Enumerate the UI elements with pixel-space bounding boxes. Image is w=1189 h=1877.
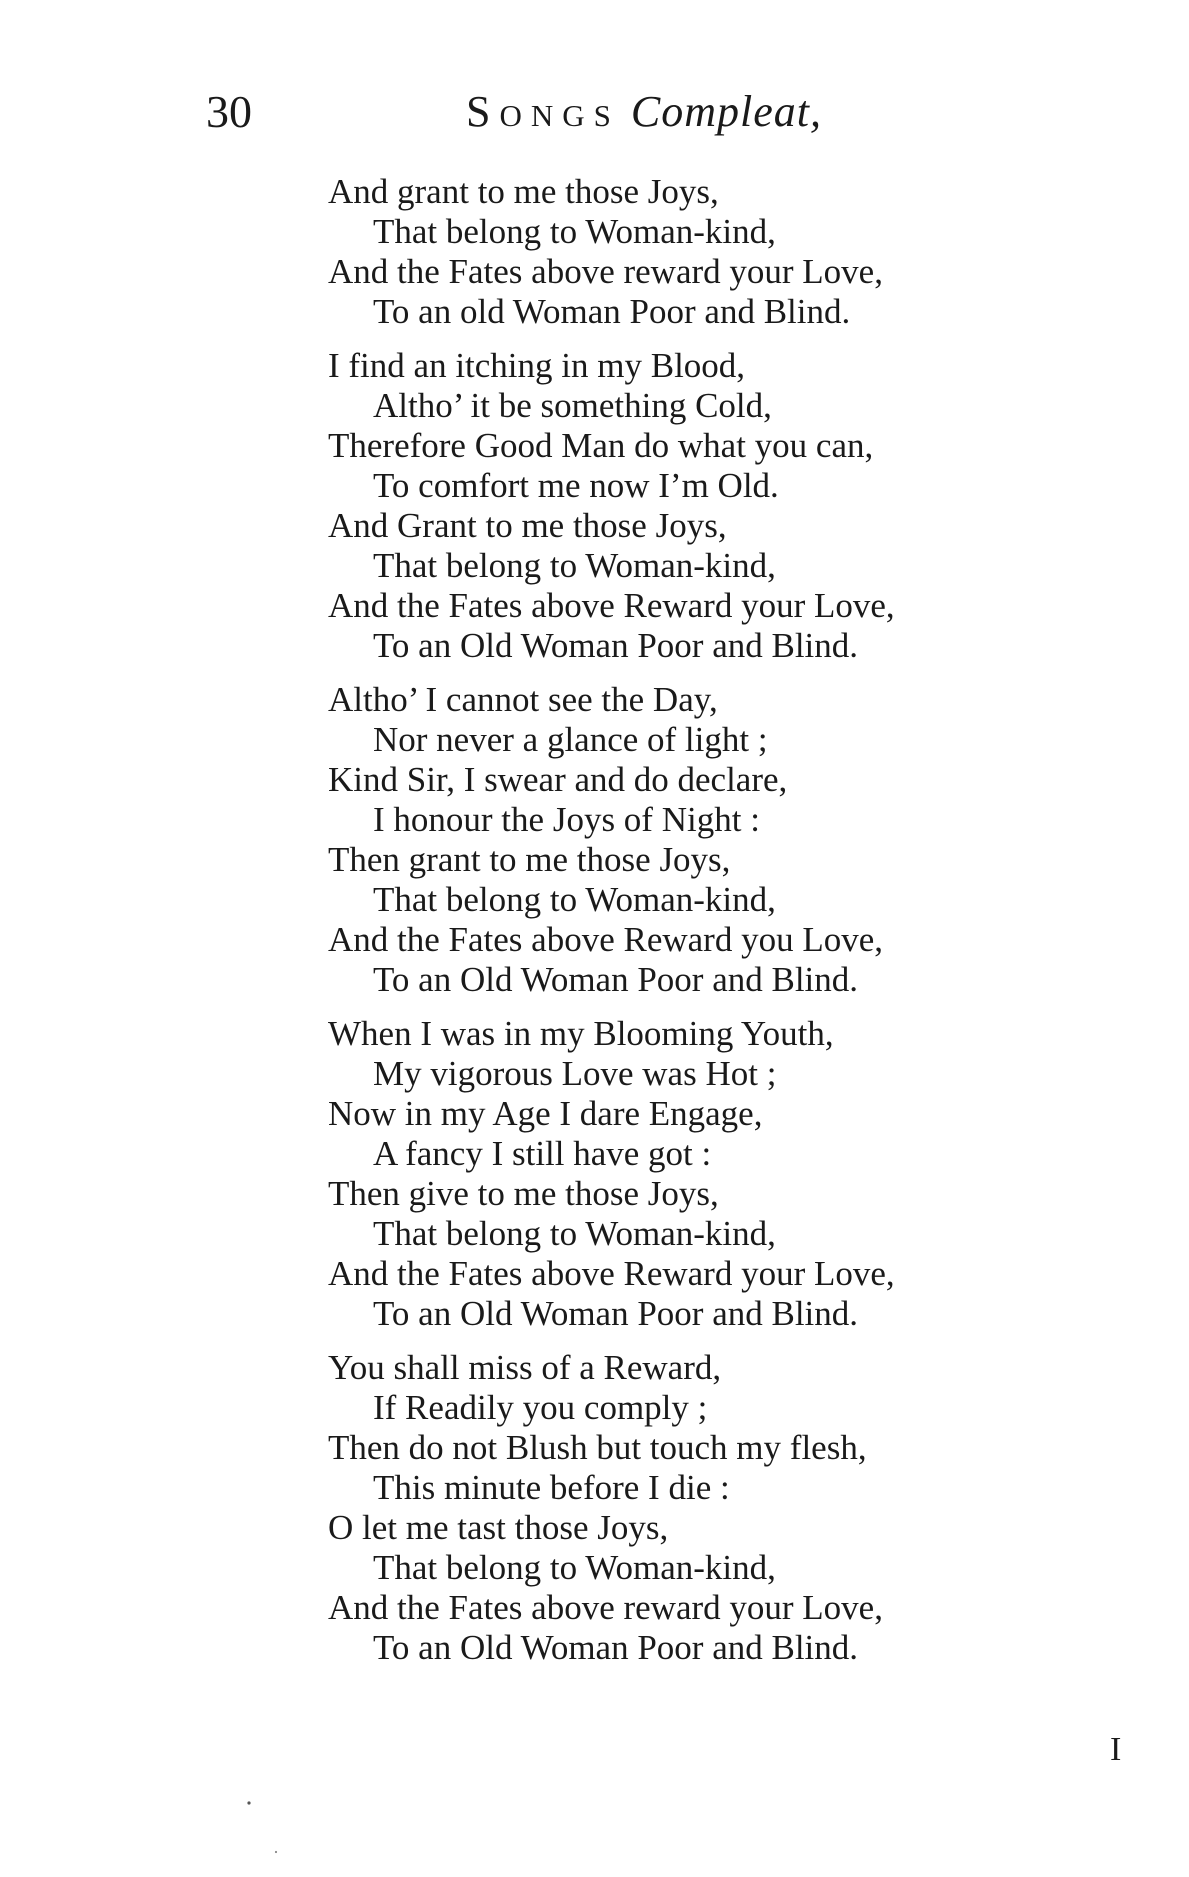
verse-line: Now in my Age I dare Engage, (328, 1094, 763, 1133)
verse-line: To an old Woman Poor and Blind. (373, 292, 851, 331)
verse-line: Then grant to me those Joys, (328, 840, 731, 879)
verse-line: This minute before I die : (373, 1468, 730, 1507)
verse-line: I honour the Joys of Night : (373, 800, 760, 839)
page-number: 30 (206, 86, 252, 137)
verse-line: And the Fates above Reward your Love, (328, 1254, 895, 1293)
ink-speck (275, 1851, 277, 1853)
verse-line: Altho’ I cannot see the Day, (328, 680, 718, 719)
verse-line: And the Fates above Reward your Love, (328, 586, 895, 625)
ink-speck (247, 1801, 250, 1804)
verse-line: And Grant to me those Joys, (328, 506, 727, 545)
verse-line: And the Fates above Reward you Love, (328, 920, 883, 959)
verse-line: That belong to Woman-kind, (373, 1214, 776, 1253)
verse-line: Altho’ it be something Cold, (373, 386, 772, 425)
verse-line: You shall miss of a Reward, (328, 1348, 722, 1387)
running-title-smallcaps: Songs (466, 87, 620, 136)
verse-line: To an Old Woman Poor and Blind. (373, 960, 859, 999)
verse-line: That belong to Woman-kind, (373, 546, 776, 585)
verse-line: That belong to Woman-kind, (373, 1548, 776, 1587)
verse-line: To an Old Woman Poor and Blind. (373, 1628, 859, 1667)
verse-line: Nor never a glance of light ; (373, 720, 768, 759)
verse-line: To an Old Woman Poor and Blind. (373, 1294, 859, 1333)
signature-mark: I (1110, 1731, 1122, 1768)
verse-line: My vigorous Love was Hot ; (373, 1054, 777, 1093)
verse-line: To comfort me now I’m Old. (373, 466, 779, 505)
verse-line: When I was in my Blooming Youth, (328, 1014, 834, 1053)
verse-line: And the Fates above reward your Love, (328, 252, 883, 291)
running-title-italic: Compleat, (630, 87, 822, 136)
verse-line: That belong to Woman-kind, (373, 212, 776, 251)
verse-line: Therefore Good Man do what you can, (328, 426, 874, 465)
verse-line: I find an itching in my Blood, (328, 346, 746, 385)
verse-line: Then do not Blush but touch my flesh, (328, 1428, 867, 1467)
verse-line: A fancy I still have got : (373, 1134, 712, 1173)
verse-line: To an Old Woman Poor and Blind. (373, 626, 859, 665)
verse-line: If Readily you comply ; (373, 1388, 708, 1427)
verse-line: Then give to me those Joys, (328, 1174, 719, 1213)
verse-line: That belong to Woman-kind, (373, 880, 776, 919)
verse-line: And grant to me those Joys, (328, 172, 719, 211)
verse-line: Kind Sir, I swear and do declare, (328, 760, 788, 799)
verse-line: O let me tast those Joys, (328, 1508, 669, 1547)
verse-line: And the Fates above reward your Love, (328, 1588, 883, 1627)
